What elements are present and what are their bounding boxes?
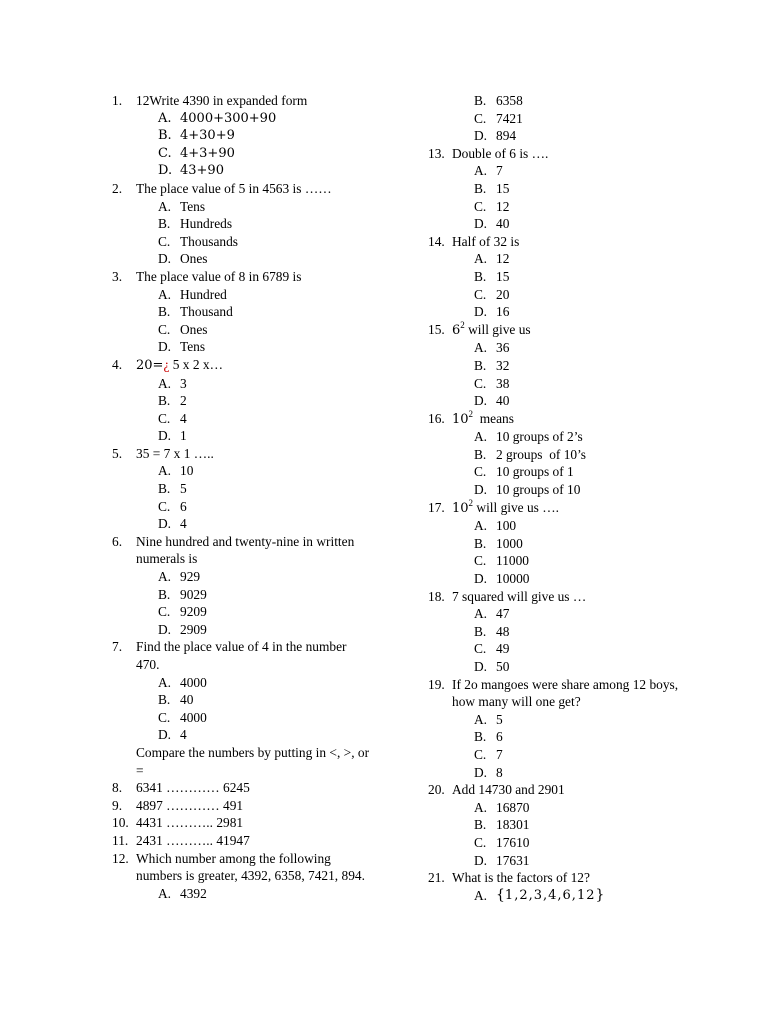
- question-number: 15.: [428, 321, 445, 337]
- question-number: 11.: [112, 832, 129, 848]
- question-20: [428, 781, 688, 869]
- question-number: 6.: [112, 533, 123, 549]
- option-b: [428, 446, 688, 464]
- option-letter: A.: [474, 711, 488, 727]
- question-number: 20.: [428, 782, 445, 798]
- option-d: [112, 250, 372, 268]
- option-letter: B.: [158, 586, 171, 602]
- question-number: 4.: [112, 356, 123, 372]
- option-c: [428, 198, 688, 216]
- question-text: 2431 ……….. 41947: [136, 832, 250, 848]
- option-text: 49: [496, 641, 510, 657]
- option-c: [112, 410, 372, 428]
- option-letter: D.: [474, 128, 488, 144]
- question-11: [112, 832, 372, 850]
- option-b: [428, 728, 688, 746]
- option-c: [428, 746, 688, 764]
- question-number: 5.: [112, 445, 123, 461]
- option-text: 2 groups of 10’s: [496, 446, 587, 462]
- option-c: [428, 110, 688, 128]
- option-a: [428, 162, 688, 180]
- question-number: 7.: [112, 639, 123, 655]
- option-text: Ones: [180, 251, 208, 267]
- question-text: Add 14730 and 2901: [452, 782, 565, 798]
- question-4: [112, 356, 372, 445]
- option-letter: C.: [474, 746, 487, 762]
- option-text: 4000: [180, 709, 207, 725]
- option-letter: A.: [474, 429, 488, 445]
- option-text: 9209: [180, 604, 207, 620]
- question-rest: means: [473, 410, 514, 426]
- question-number: 16.: [428, 410, 445, 426]
- option-letter: C.: [474, 375, 487, 391]
- option-letter: B.: [158, 393, 171, 409]
- question-12-continued: [428, 92, 688, 145]
- option-letter: D.: [474, 393, 488, 409]
- option-letter: B.: [474, 729, 487, 745]
- option-c: [112, 145, 372, 163]
- question-text: What is the factors of 12?: [452, 870, 590, 886]
- option-a: [428, 799, 688, 817]
- option-d: [112, 427, 372, 445]
- option-text: 17631: [496, 852, 530, 868]
- question-number: 19.: [428, 676, 445, 692]
- option-b: [112, 392, 372, 410]
- option-text: Ones: [180, 321, 208, 337]
- option-letter: C.: [474, 198, 487, 214]
- option-a: [112, 375, 372, 393]
- option-a: [428, 428, 688, 446]
- question-text: Half of 32 is: [452, 233, 520, 249]
- option-a: [428, 605, 688, 623]
- option-text: 32: [496, 357, 510, 373]
- option-text: 20: [496, 286, 510, 302]
- option-letter: D.: [158, 621, 172, 637]
- option-a: [428, 887, 688, 905]
- option-text: 38: [496, 375, 510, 391]
- option-letter: D.: [158, 516, 172, 532]
- option-letter: C.: [474, 641, 487, 657]
- question-text: [452, 499, 688, 518]
- option-letter: B.: [474, 817, 487, 833]
- question-7: [112, 638, 372, 744]
- option-text: Hundred: [180, 286, 227, 302]
- option-a: [112, 110, 372, 128]
- option-letter: D.: [474, 482, 488, 498]
- question-text: 35 = 7 x 1 …..: [136, 445, 214, 461]
- option-a: [112, 674, 372, 692]
- question-text: 6341 ………… 6245: [136, 780, 250, 796]
- option-a: [112, 885, 372, 903]
- option-a: [112, 568, 372, 586]
- option-text: 6: [496, 729, 503, 745]
- option-letter: D.: [474, 852, 488, 868]
- option-text: 40: [496, 393, 510, 409]
- question-18: [428, 588, 688, 676]
- option-text: 4+3+90: [180, 145, 235, 161]
- question-text: Double of 6 is ….: [452, 145, 549, 161]
- option-text: Hundreds: [180, 216, 233, 232]
- option-d: [428, 392, 688, 410]
- option-d: [112, 338, 372, 356]
- option-d: [428, 215, 688, 233]
- option-c: [428, 640, 688, 658]
- option-letter: C.: [158, 233, 171, 249]
- option-letter: C.: [158, 410, 171, 426]
- option-b: [428, 816, 688, 834]
- question-12: [112, 850, 372, 903]
- option-text: 6358: [496, 93, 523, 108]
- option-text: 48: [496, 623, 510, 639]
- option-text: 36: [496, 340, 510, 356]
- option-text: 4: [180, 410, 187, 426]
- option-d: [428, 481, 688, 499]
- option-d: [112, 162, 372, 180]
- question-text: Nine hundred and twenty-nine in written numerals is: [136, 533, 355, 567]
- question-13: [428, 145, 688, 233]
- option-c: [112, 709, 372, 727]
- question-19: [428, 676, 688, 782]
- option-letter: C.: [474, 464, 487, 480]
- right-column: [428, 92, 688, 904]
- option-d: [428, 303, 688, 321]
- option-text: 18301: [496, 817, 530, 833]
- option-letter: D.: [158, 339, 172, 355]
- option-letter: C.: [474, 286, 487, 302]
- option-text: 43+90: [180, 163, 224, 179]
- option-b: [428, 268, 688, 286]
- option-text: 4: [180, 727, 187, 743]
- option-text: 15: [496, 268, 510, 284]
- option-a: [428, 517, 688, 535]
- question-rest: will give us ….: [473, 499, 559, 515]
- option-text: 5: [496, 711, 503, 727]
- option-d: [428, 764, 688, 782]
- option-text: 10 groups of 10: [496, 482, 581, 498]
- option-letter: A.: [158, 674, 172, 690]
- option-text: 10000: [496, 571, 530, 587]
- option-b: [428, 180, 688, 198]
- exponent-base: 10: [452, 411, 469, 427]
- option-c: [428, 375, 688, 393]
- option-text: 2909: [180, 621, 207, 637]
- option-text: 5: [180, 481, 187, 497]
- option-letter: D.: [474, 659, 488, 674]
- option-letter: A.: [158, 463, 172, 479]
- option-letter: D.: [158, 428, 172, 444]
- option-text: Tens: [180, 339, 206, 355]
- left-column: [112, 92, 372, 902]
- question-number: 17.: [428, 499, 445, 515]
- question-text: The place value of 8 in 6789 is: [136, 268, 302, 284]
- option-text: 7421: [496, 110, 523, 126]
- option-letter: A.: [474, 340, 488, 356]
- exponent: 2: [468, 408, 474, 419]
- option-letter: A.: [158, 375, 172, 391]
- question-3: [112, 268, 372, 356]
- option-text: 10: [180, 463, 194, 479]
- option-text: Thousands: [180, 233, 239, 249]
- option-letter: D.: [158, 251, 172, 267]
- option-d: [428, 852, 688, 870]
- option-text: 11000: [496, 553, 529, 569]
- factor-set: 1,2,3,4,6,12: [504, 887, 596, 903]
- option-c: [112, 321, 372, 339]
- option-letter: A.: [158, 110, 172, 126]
- option-letter: A.: [474, 606, 488, 622]
- option-b: [112, 127, 372, 145]
- exponent: 2: [460, 319, 465, 330]
- exponent: 2: [468, 497, 474, 508]
- question-text: If 2o mangoes were share among 12 boys, how many will one get?: [452, 676, 679, 710]
- option-b: [112, 480, 372, 498]
- question-number: 8.: [112, 780, 123, 796]
- option-letter: D.: [474, 216, 488, 232]
- option-b: [428, 623, 688, 641]
- option-letter: A.: [158, 198, 172, 214]
- question-number: 10.: [112, 815, 129, 831]
- option-text: Tens: [180, 198, 206, 214]
- question-6: [112, 533, 372, 639]
- option-a: [112, 462, 372, 480]
- question-16: [428, 410, 688, 499]
- question-14: [428, 233, 688, 321]
- option-text: 10 groups of 1: [496, 464, 574, 480]
- question-number: 2.: [112, 180, 123, 196]
- option-text: 4000+300+90: [180, 110, 277, 126]
- option-text: 1000: [496, 535, 523, 551]
- option-b: [112, 586, 372, 604]
- option-a: [428, 250, 688, 268]
- option-text: 47: [496, 606, 510, 622]
- question-2: [112, 180, 372, 268]
- option-b: [428, 535, 688, 553]
- option-c: [428, 552, 688, 570]
- exponent-base: 6: [452, 322, 461, 338]
- option-b: [112, 303, 372, 321]
- option-letter: B.: [158, 128, 172, 144]
- question-21: [428, 869, 688, 904]
- option-text: 4000: [180, 674, 207, 690]
- option-text: 16: [496, 304, 510, 320]
- option-letter: C.: [474, 553, 487, 569]
- option-b: [112, 215, 372, 233]
- option-b: [428, 357, 688, 375]
- option-letter: C.: [474, 110, 487, 126]
- option-d: [428, 127, 688, 145]
- option-text: 4+30+9: [180, 128, 235, 144]
- question-1: [112, 92, 372, 180]
- question-number: 1.: [112, 93, 123, 108]
- option-letter: A.: [474, 518, 488, 534]
- close-brace: }: [595, 886, 605, 903]
- option-letter: A.: [158, 885, 172, 901]
- option-a: [428, 711, 688, 729]
- option-letter: B.: [474, 93, 487, 108]
- option-letter: A.: [158, 569, 172, 585]
- question-17: [428, 499, 688, 588]
- option-text: 1: [180, 428, 187, 444]
- option-text: 4392: [180, 885, 207, 901]
- question-number: 13.: [428, 145, 445, 161]
- option-a: [428, 339, 688, 357]
- option-letter: D.: [158, 163, 173, 179]
- option-text: 2: [180, 393, 187, 409]
- option-text: 6: [180, 498, 187, 514]
- option-text: 16870: [496, 799, 530, 815]
- option-text: 12: [496, 251, 510, 267]
- option-letter: D.: [158, 727, 172, 743]
- compare-instruction: Compare the numbers by putting in <, >, or =: [136, 744, 370, 778]
- option-text: 100: [496, 518, 517, 534]
- option-letter: A.: [474, 887, 488, 903]
- option-letter: B.: [474, 623, 487, 639]
- option-letter: B.: [158, 481, 171, 497]
- option-letter: B.: [158, 216, 171, 232]
- option-text: Thousand: [180, 304, 233, 320]
- question-text: 4897 ………… 491: [136, 797, 244, 813]
- option-letter: C.: [158, 709, 171, 725]
- question-10: [112, 814, 372, 832]
- question-15: [428, 321, 688, 410]
- question-number: 12.: [112, 850, 129, 866]
- option-text: 9029: [180, 586, 207, 602]
- option-letter: A.: [474, 251, 488, 267]
- option-letter: A.: [474, 163, 488, 179]
- option-text: 40: [496, 216, 510, 232]
- question-text: Which number among the following numbers is greater, 4392, 6358, 7421, 894.: [136, 850, 365, 884]
- option-text: 894: [496, 128, 517, 144]
- option-text: 17610: [496, 834, 530, 850]
- question-text: [452, 321, 688, 340]
- option-letter: C.: [158, 321, 171, 337]
- option-d: [112, 621, 372, 639]
- question-rest: will give us: [464, 321, 531, 337]
- option-b: [112, 691, 372, 709]
- option-c: [428, 286, 688, 304]
- option-letter: C.: [158, 498, 171, 514]
- option-text: 40: [180, 692, 194, 708]
- question-text: [452, 410, 688, 429]
- option-letter: B.: [474, 268, 487, 284]
- option-letter: B.: [474, 535, 487, 551]
- option-letter: C.: [474, 834, 487, 850]
- option-text: 10 groups of 2’s: [496, 429, 583, 445]
- option-c: [428, 834, 688, 852]
- question-number: 18.: [428, 588, 445, 604]
- option-text: 7: [496, 163, 503, 179]
- equation-part: 20=: [136, 357, 164, 373]
- option-letter: A.: [158, 286, 172, 302]
- option-letter: B.: [474, 446, 487, 462]
- question-number: 9.: [112, 797, 123, 813]
- option-c: [112, 233, 372, 251]
- question-text: Find the place value of 4 in the number 470.: [136, 639, 347, 672]
- option-c: [112, 498, 372, 516]
- question-9: [112, 797, 372, 815]
- option-text: 3: [180, 375, 187, 391]
- question-text: [136, 356, 372, 375]
- question-text: 12Write 4390 in expanded form: [136, 93, 308, 108]
- option-b: [428, 92, 688, 110]
- option-text: 8: [496, 764, 503, 780]
- option-text: 50: [496, 659, 510, 674]
- question-number: 21.: [428, 870, 445, 886]
- question-text: The place value of 5 in 4563 is ……: [136, 180, 332, 196]
- option-letter: D.: [474, 764, 488, 780]
- question-text: 4431 ……….. 2981: [136, 815, 244, 831]
- option-letter: B.: [474, 357, 487, 373]
- question-text: 7 squared will give us …: [452, 588, 587, 604]
- option-a: [112, 198, 372, 216]
- question-8: [112, 779, 372, 797]
- question-number: 3.: [112, 268, 123, 284]
- option-text: 15: [496, 180, 510, 196]
- option-c: [428, 463, 688, 481]
- option-d: [428, 570, 688, 588]
- option-letter: D.: [474, 571, 488, 587]
- option-letter: B.: [158, 692, 171, 708]
- option-letter: B.: [474, 180, 487, 196]
- option-letter: D.: [474, 304, 488, 320]
- question-5: [112, 445, 372, 533]
- option-c: [112, 603, 372, 621]
- option-a: [112, 286, 372, 304]
- exponent-base: 10: [452, 500, 469, 516]
- option-text: 929: [180, 569, 201, 585]
- option-text: 4: [180, 516, 187, 532]
- option-letter: C.: [158, 604, 171, 620]
- option-d: [112, 726, 372, 744]
- option-d: [112, 515, 372, 533]
- open-brace: {: [496, 886, 505, 903]
- missing-symbol: ¿: [163, 356, 170, 372]
- equation-part: 5 x 2 x…: [169, 356, 223, 372]
- option-text: 12: [496, 198, 510, 214]
- option-letter: C.: [158, 145, 172, 161]
- option-letter: A.: [474, 799, 488, 815]
- question-number: 14.: [428, 233, 445, 249]
- option-text: 7: [496, 746, 503, 762]
- option-d: [428, 658, 688, 676]
- option-letter: B.: [158, 304, 171, 320]
